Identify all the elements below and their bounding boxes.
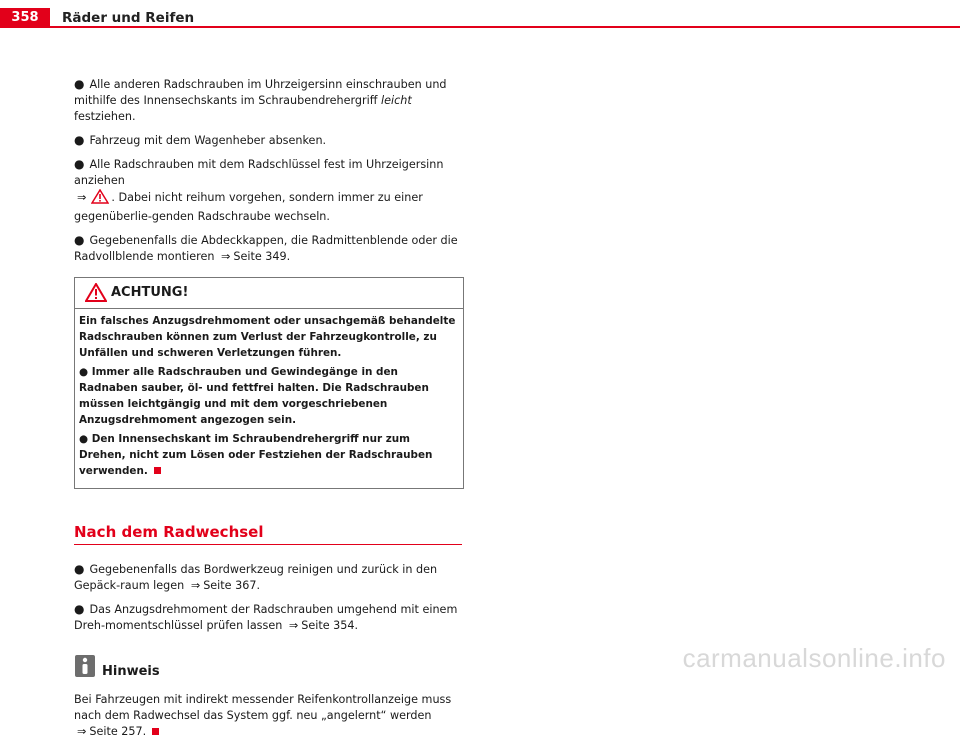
reference-arrow[interactable]: ⇒ <box>77 191 87 204</box>
bullet-icon: ● <box>79 433 89 445</box>
info-note-icon <box>74 654 96 678</box>
list-item: ● Das Anzugsdrehmoment der Radschrauben umgehend mit einem Dreh-momentschlüssel prüfen lassen ⇒ Seite 354. <box>74 602 458 632</box>
note-text: Bei Fahrzeugen mit indirekt messender Reifenkontrollanzeige muss nach dem Radwechsel das System ggf. neu „angelernt“ werden ⇒ Seite 257. <box>74 693 452 738</box>
page-reference-link[interactable]: Seite 349. <box>233 250 291 263</box>
reference-arrow[interactable]: ⇒ <box>288 619 299 632</box>
warning-header <box>75 278 463 309</box>
bullet-icon: ● <box>74 233 85 247</box>
end-marker <box>152 728 159 735</box>
step-item: ● Fahrzeug mit dem Wagenheber absenken. <box>74 133 327 147</box>
bullet-icon: ● <box>74 133 85 147</box>
warning-item: ● Immer alle Radschrauben und Gewindegänge in den Radnaben sauber, öl- und fettfrei halten. Die Radschrauben müssen leichtgängig und mit dem vorgeschriebenen Anzugsdrehmoment angezogen sein. <box>79 366 429 426</box>
note-header <box>74 650 466 690</box>
end-marker <box>154 467 161 474</box>
step-item: ● Alle Radschrauben mit dem Radschlüssel fest im Uhrzeigersinn anziehen ⇒ . Dabei nicht reihum vorgehen, sondern immer zu einer gegenüberlie-genden Radschraube wechseln. <box>74 157 444 223</box>
page-reference-link[interactable]: Seite 354. <box>301 619 359 632</box>
section-heading: Nach dem Radwechsel <box>74 523 462 545</box>
page-header <box>0 0 960 30</box>
reference-arrow[interactable]: ⇒ <box>221 250 231 263</box>
list-item: ● Gegebenenfalls das Bordwerkzeug reinigen und zurück in den Gepäck-raum legen ⇒ Seite 367. <box>74 562 438 592</box>
page-reference-link[interactable]: Seite 257. <box>89 725 147 738</box>
step-item: ● Gegebenenfalls die Abdeckkappen, die Radmittenblende oder die Radvollblende montieren ⇒ Seite 349. <box>74 233 458 263</box>
reference-arrow[interactable]: ⇒ <box>190 579 201 592</box>
warning-item: ● Den Innensechskant im Schraubendrehergriff nur zum Drehen, nicht zum Lösen oder Festziehen der Radschrauben verwenden. <box>79 433 433 477</box>
watermark: carmanualsonline.info <box>682 643 946 673</box>
note-title: Hinweis <box>102 664 160 679</box>
header-divider <box>50 26 960 28</box>
step-item: ● Alle anderen Radschrauben im Uhrzeigersinn einschrauben und mithilfe des Innensechskants im Schraubendrehergriff leicht festziehen. <box>74 77 447 123</box>
warning-title: ACHTUNG! <box>111 285 189 300</box>
page-reference-link[interactable]: Seite 367. <box>203 579 261 592</box>
bullet-icon: ● <box>74 77 85 91</box>
bullet-icon: ● <box>79 366 89 378</box>
warning-intro: Ein falsches Anzugsdrehmoment oder unsachgemäß behandelte Radschrauben können zum Verlust der Fahrzeugkontrolle, zu Unfällen und schweren Verletzungen führen. <box>79 315 456 359</box>
bullet-icon: ● <box>74 562 85 576</box>
reference-arrow[interactable]: ⇒ <box>77 725 87 738</box>
section-body <box>74 561 466 634</box>
warning-icon <box>85 283 107 302</box>
bullet-icon: ● <box>74 157 85 171</box>
page-title: Räder und Reifen <box>62 10 195 26</box>
bullet-icon: ● <box>74 602 85 616</box>
warning-triangle-icon[interactable] <box>91 189 109 209</box>
warning-box <box>74 277 464 489</box>
main-content <box>74 76 466 747</box>
warning-body <box>75 309 463 488</box>
page-number: 358 <box>0 8 50 28</box>
